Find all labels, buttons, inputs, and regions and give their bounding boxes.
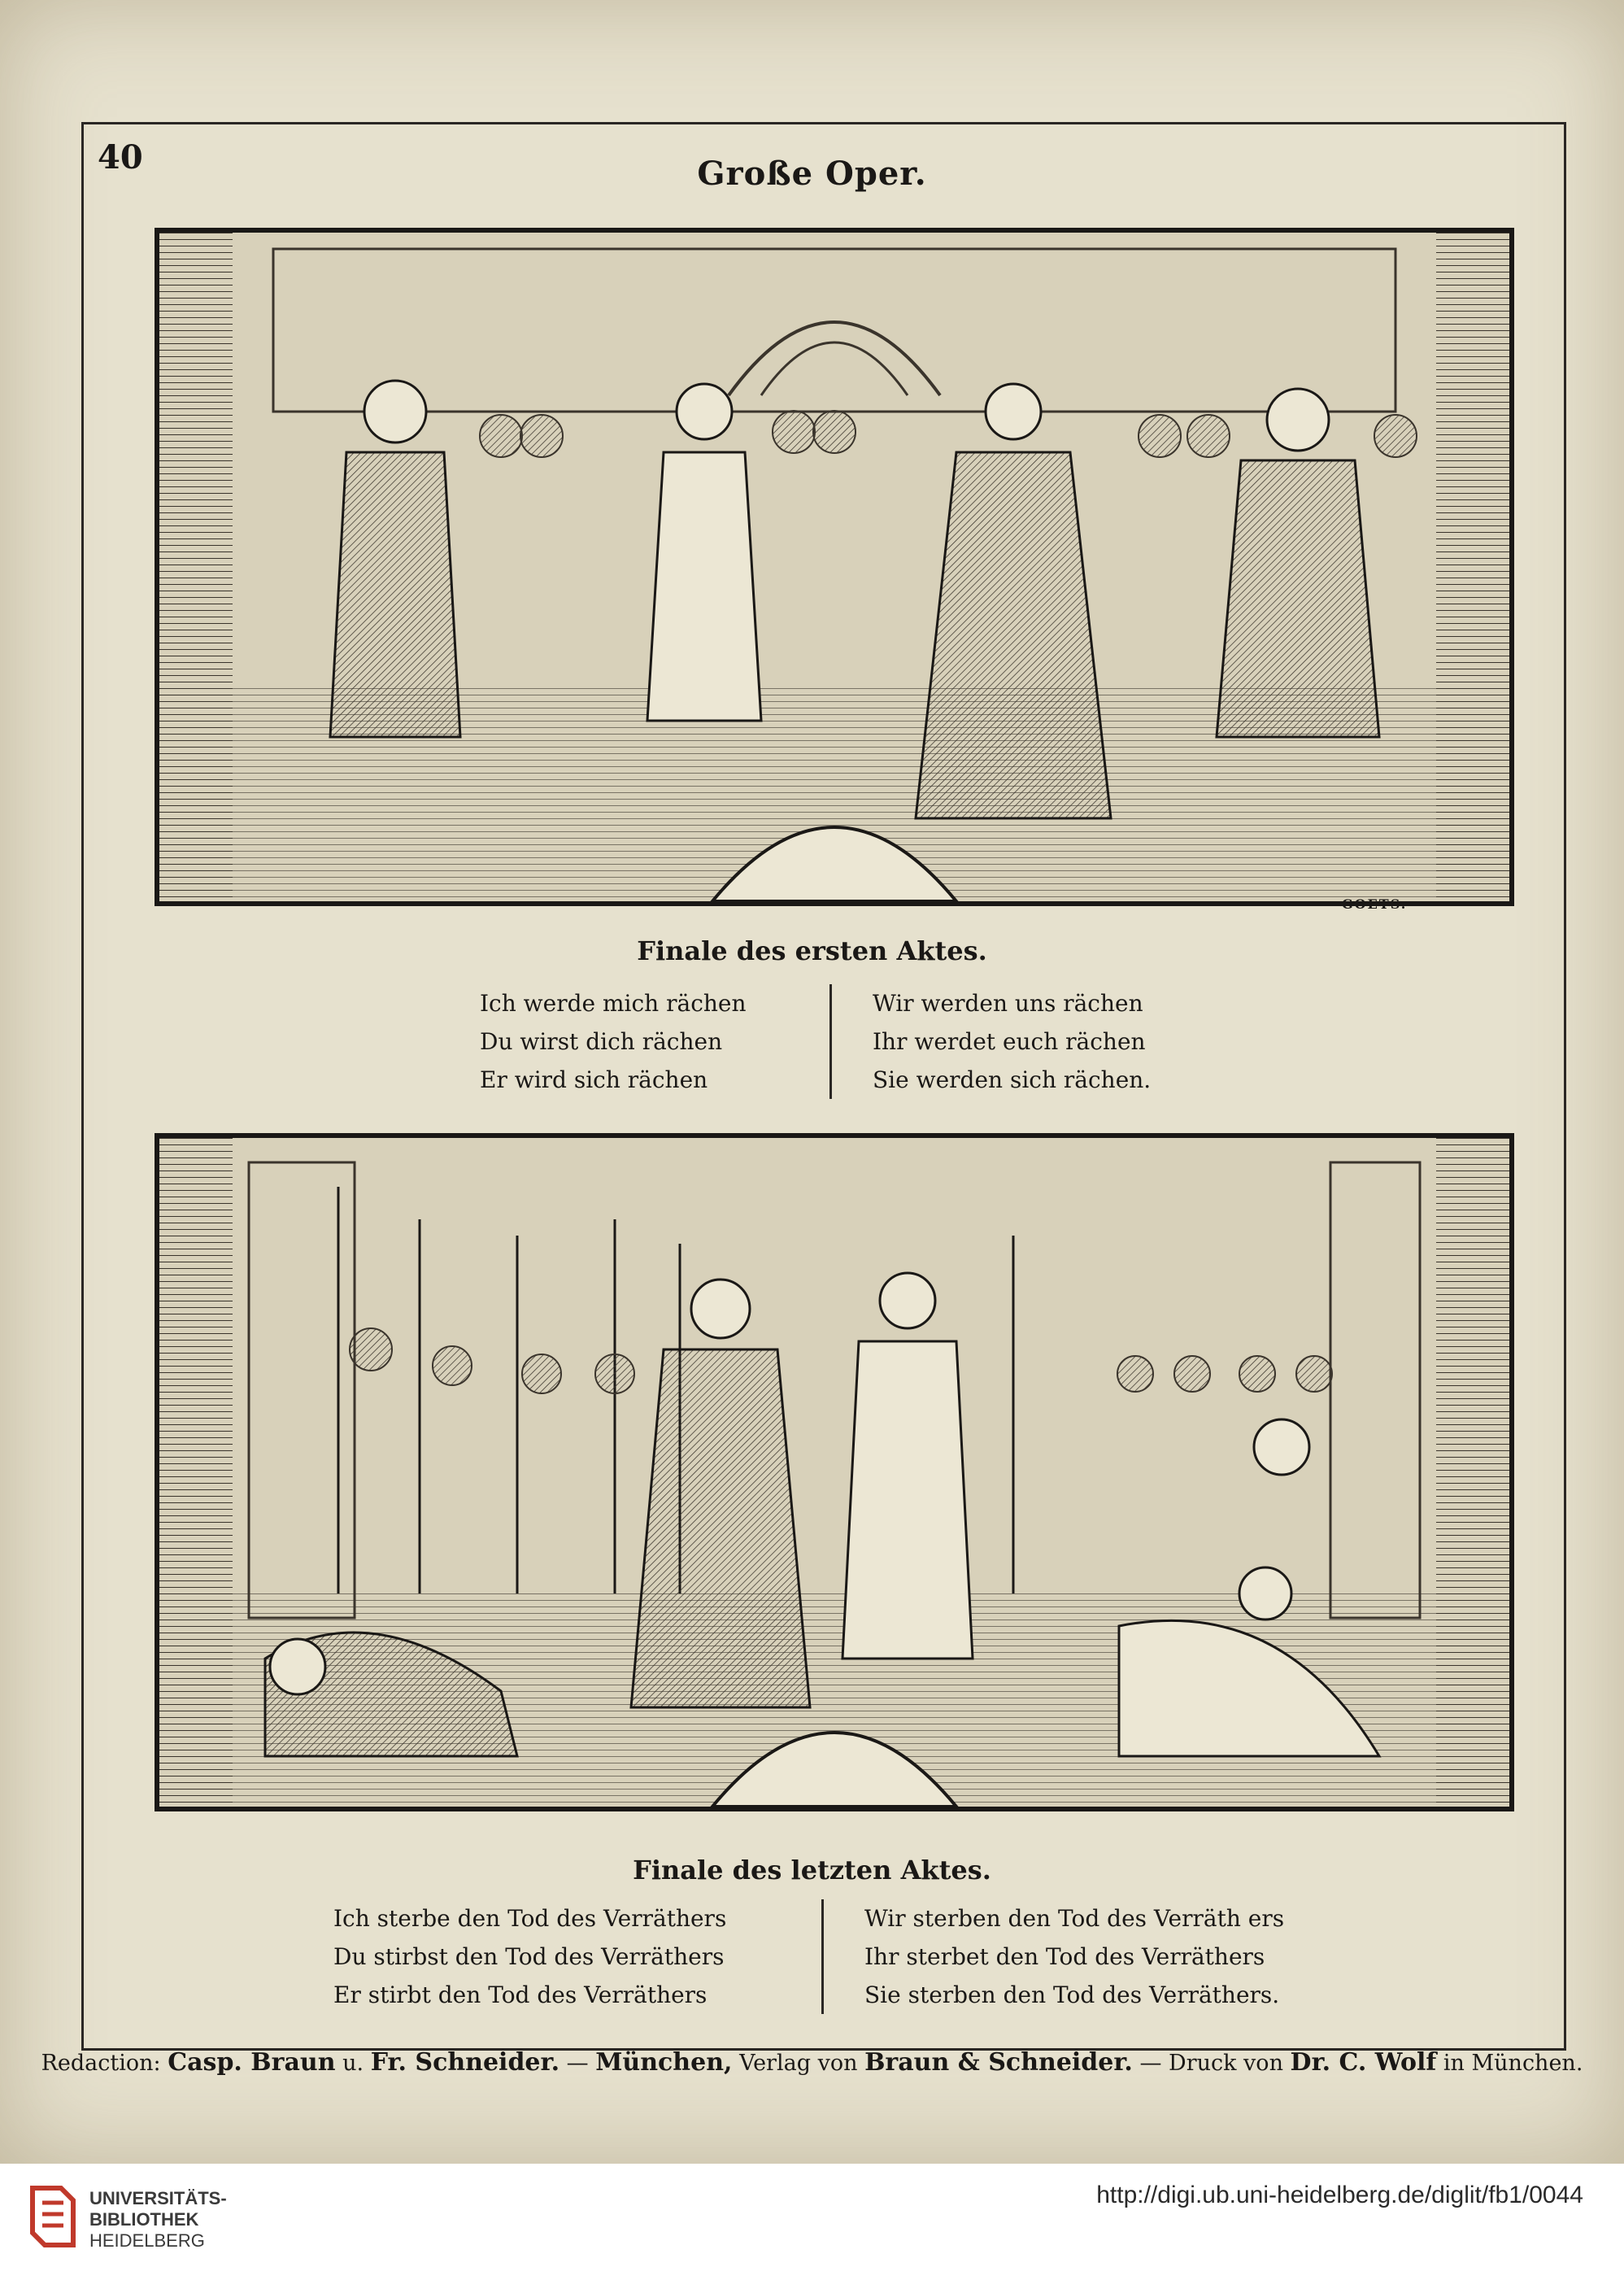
dash: — (1139, 2051, 1162, 2076)
verse-divider (821, 1899, 824, 2014)
verses-plural (873, 984, 1151, 1099)
publisher: Braun & Schneider. (864, 2048, 1133, 2077)
printer-label: Druck von (1169, 2051, 1283, 2076)
library-name-line: BIBLIOTHEK (89, 2209, 199, 2230)
library-name-line: HEIDELBERG (89, 2230, 205, 2251)
editor-1: Casp. Braun (168, 2048, 336, 2077)
verse-line: Ihr werdet euch rächen (873, 1028, 1146, 1055)
redaction-label: Redaction: (41, 2051, 161, 2076)
illustration-first-act (155, 228, 1514, 906)
verse-line: Ich werde mich rächen (480, 990, 747, 1017)
artist-signature: GOETS. (1342, 896, 1408, 912)
caption-first-act: Finale des ersten Aktes. (637, 935, 987, 966)
library-name (89, 2188, 227, 2252)
library-name-line: UNIVERSITÄTS- (89, 2188, 227, 2208)
editor-2: Fr. Schneider. (370, 2048, 560, 2077)
and-word: u. (342, 2051, 364, 2076)
page-number: 40 (98, 138, 143, 177)
verse-line: Ich sterbe den Tod des Verräthers (333, 1905, 727, 1932)
woodcut-last-act (159, 1138, 1509, 1807)
verses-singular (333, 1899, 781, 2014)
verse-line: Wir sterben den Tod des Verräth ers (864, 1905, 1285, 1932)
city: München, (595, 2048, 733, 2077)
verses-last-act (333, 1899, 1284, 2014)
publisher-label: Verlag von (739, 2051, 858, 2076)
verse-line: Sie sterben den Tod des Verräthers. (864, 1981, 1280, 2008)
verse-line: Ihr sterbet den Tod des Verräthers (864, 1943, 1265, 1970)
verses-plural (864, 1899, 1284, 2014)
dash: — (566, 2051, 589, 2076)
verse-line: Er wird sich rächen (480, 1066, 708, 1093)
library-logo-icon (24, 2180, 81, 2256)
verse-line: Du wirst dich rächen (480, 1028, 723, 1055)
printer-city: in München. (1443, 2051, 1583, 2076)
verse-line: Er stirbt den Tod des Verräthers (333, 1981, 708, 2008)
imprint-line (0, 2048, 1624, 2077)
verse-divider (829, 984, 832, 1099)
printer: Dr. C. Wolf (1290, 2048, 1437, 2077)
page-title: Große Oper. (697, 155, 927, 193)
verses-singular (480, 984, 789, 1099)
caption-last-act: Finale des letzten Aktes. (633, 1855, 991, 1885)
illustration-last-act (155, 1133, 1514, 1811)
verse-line: Du stirbst den Tod des Verräthers (333, 1943, 725, 1970)
woodcut-first-act (159, 233, 1509, 901)
permalink-url[interactable]: http://digi.ub.uni-heidelberg.de/diglit/fb1/0044 (1096, 2182, 1583, 2208)
verse-line: Sie werden sich rächen. (873, 1066, 1152, 1093)
verses-first-act (480, 984, 1151, 1099)
verse-line: Wir werden uns rächen (873, 990, 1143, 1017)
